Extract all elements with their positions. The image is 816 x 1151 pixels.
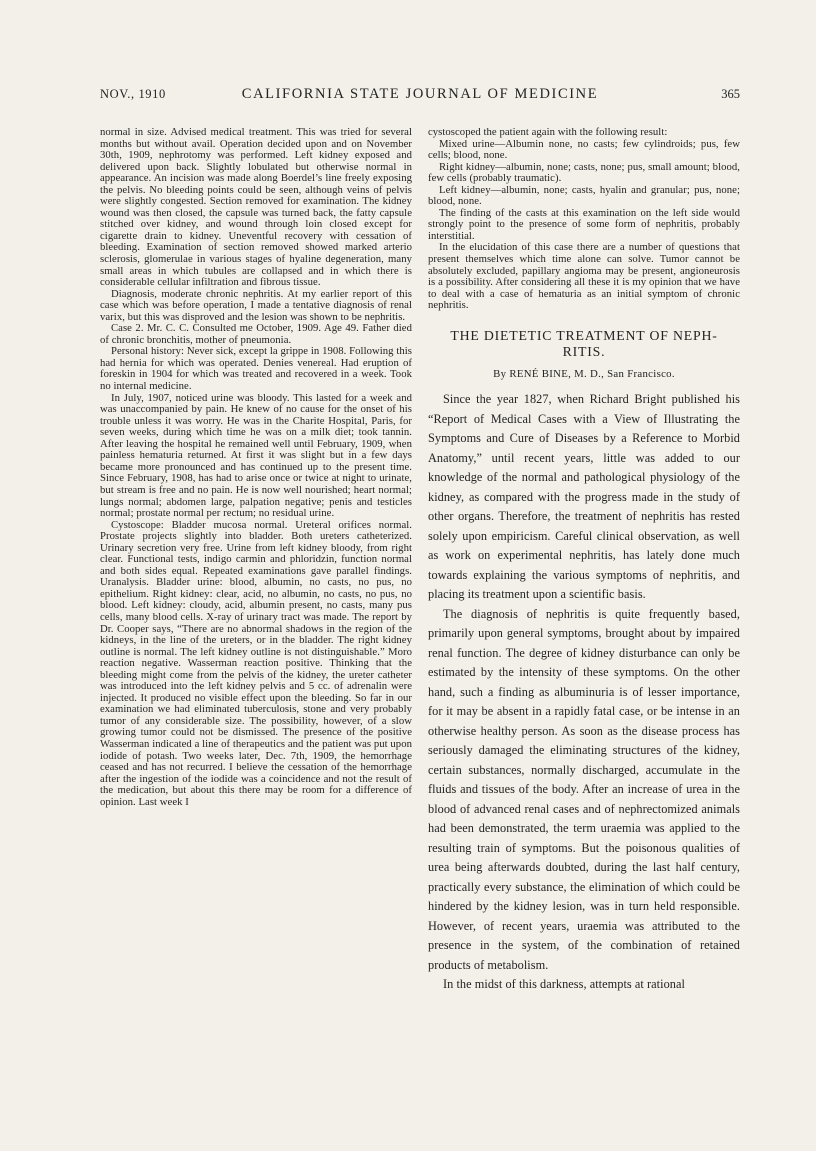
article-title-line: RITIS. [562,344,606,360]
paragraph: normal in size. Advised medical treatment. This was tried for several months but without avail. Operation decided upon and on November 30th, 1909, nephrotomy was performed. Left kidney exposed and delivered upon back. Slightly lobulated but otherwise normal in appearance. An incision was made along Boerdel’s line freely exposing the pelvis. No bleeding points could be seen, although veins of pelvis were slightly congested. Section removed for examination. The kidney wound was then closed, the capsule was turned back, the fatty capsule stitched over kidney, and wound through loin closed except for cigarette drain to kidney. Uneventful recovery with cessation of bleeding. Examination of section removed showed marked arterio sclerosis, glomerulae in various stages of hyaline degeneration, many small areas in which tubules are collapsed and in which there is considerable cellular infiltration and fibrous tissue. [100,126,412,289]
paragraph: cystoscoped the patient again with the following result: [428,126,668,138]
paragraph: Left kidney—albumin, none; casts, hyalin and granular; pus, none; blood, none. [428,183,740,208]
paragraph: Since the year 1827, when Richard Bright published his “Report of Medical Cases with a View of Illustrating the Symptoms and Cure of Diseases by a Reference to Morbid Anatomy,” until recent years, little was added to our knowledge of the normal and pathological physiology of the kidney, as compared with the progress made in the study of other organs. Therefore, the treatment of nephritis has rested solely upon empiricism. Careful clinical observation, as well as work on experimental nephritis, has lately done much towards explaining the various symptoms of nephritis, and placing its treatment upon a scientific basis. [428,392,740,602]
article-title-line: THE DIETETIC TREATMENT OF NEPH- [450,327,718,343]
paragraph: Case 2. Mr. C. C. Consulted me October, 1909. Age 49. Father died of chronic bronchitis, mother of pneumonia. [100,322,412,346]
page-number: 365 [721,87,740,101]
paragraph: Diagnosis, moderate chronic nephritis. At my earlier report of this case which was before operation, I made a tentative diagnosis of renal varix, but this was disproved and the lesion was shown to be nephritis. [100,287,412,323]
right-column [428,127,740,995]
issue-date: NOV., 1910 [100,87,166,101]
paragraph: Cystoscope: Bladder mucosa normal. Ureteral orifices normal. Prostate projects slightly into bladder. Both ureters catheterized. Urinary secretion very free. Urine from left kidney bloody, from right clear. Functional tests, indigo carmin and phloridzin, function normal and both sides equal. Repeated examinations gave parallel findings. Uranalysis. Bladder urine: blood, albumin, no casts, no pus, no epithelium. Right kidney: clear, acid, no albumin, no casts, no pus, no blood. Left kidney: cloudy, acid, albumin present, no casts, many pus cells, many blood cells. X-ray of urinary tract was made. The report by Dr. Cooper says, “There are no abnormal shadows in the region of the kidneys, in the line of the ureters, or in the bladder. The right kidney outline is normal. The left kidney outline is not distinguishable.” Moro reaction negative. Wasserman reaction positive. Thinking that the bleeding might come from the pelvis of the kidney, the ureter catheter was introduced into the left kidney pelvis and 5 cc. of adrenalin were injected. It produced no visible effect upon the bleeding. So far in our examination we had eliminated tuberculosis, stone and very probably tumor of any considerable size. The possibility, however, of a slow growing tumor could not be dismissed. The presence of the positive Wasserman indicated a line of therapeutics and the patient was put upon iodide of potash. Two weeks later, Dec. 7th, 1909, the hemorrhage ceased and has not recurred. I believe the cessation of the hemorrhage after the ingestion of the iodide was a coincidence and not the result of the medication, but about this there may be room for a difference of opinion. Last week I [100,518,412,808]
journal-title: CALIFORNIA STATE JOURNAL OF MEDICINE [241,86,599,102]
paragraph: In July, 1907, noticed urine was bloody. This lasted for a week and was unaccompanied by pain. He knew of no cause for the onset of his trouble unless it was worry. He was in the Charite Hospital, Paris, for seven weeks, during which time he was on a milk diet; took tannin. After leaving the hospital he remained well until February, 1909, when painless hematuria returned. At first it was slight but in a few days became more pronounced and has continued up to the present time. Since February, 1908, has had to arise once or twice at night to urinate, but stream is free and no pain. He is now well nourished; heart normal; lungs normal; abdomen large, palpation negative; penis and testicles normal; prostate normal per rectum; no residual urine. [100,391,412,520]
paragraph: In the midst of this darkness, attempts at rational [443,977,685,992]
text-columns [100,127,740,995]
paragraph: The diagnosis of nephritis is quite frequently based, primarily upon general symptoms, brought about by impaired renal function. The degree of kidney disturbance can only be estimated by the intensity of these symptoms. On the other hand, such a finding as albuminuria is of lesser importance, for it may be absent in a rapidly fatal case, or be intense in an otherwise healthy person. As soon as the disease process has seriously damaged the eliminating structures of the kidney, certain substances, normally discharged, accumulate in the fluids and tissues of the body. After an increase of urea in the blood of advanced renal cases and of nephrectomized animals had been demonstrated, the term uraemia was applied to the resulting train of symptoms. But the poisonous qualities of urea being afterwards doubted, during the last half century, practically every substance, the elimination of which could be hindered by the kidney lesion, was in turn held responsible. However, of recent years, uraemia was attributed to the presence in the system, of the combination of retained products of metabolism. [428,606,740,972]
left-column [100,127,412,995]
paragraph: In the elucidation of this case there are a number of questions that present themselves which time alone can solve. Tumor cannot be absolutely excluded, papillary angioma may be present, angioneurosis is a possibility. After considering all these it is my opinion that we have to deal with a case of hematuria as an initial symptom of chronic nephritis. [428,241,740,312]
paragraph: Mixed urine—Albumin none, no casts; few cylindroids; pus, few cells; blood, none. [428,137,740,162]
paragraph: Right kidney—albumin, none; casts, none; pus, small amount; blood, few cells (probably traumatic). [428,160,740,185]
article-title [428,328,740,361]
article-byline: By RENÉ BINE, M. D., San Francisco. [493,367,675,380]
paragraph: The finding of the casts at this examination on the left side would strongly point to the presence of some form of nephritis, probably interstitial. [428,206,740,242]
page-header [100,86,740,103]
paragraph: Personal history: Never sick, except la grippe in 1908. Following this had hernia for which was operated. Denies venereal. Had eruption of foreskin in 1904 for which was treated and recovered in a week. Took no internal medicine. [100,345,412,393]
